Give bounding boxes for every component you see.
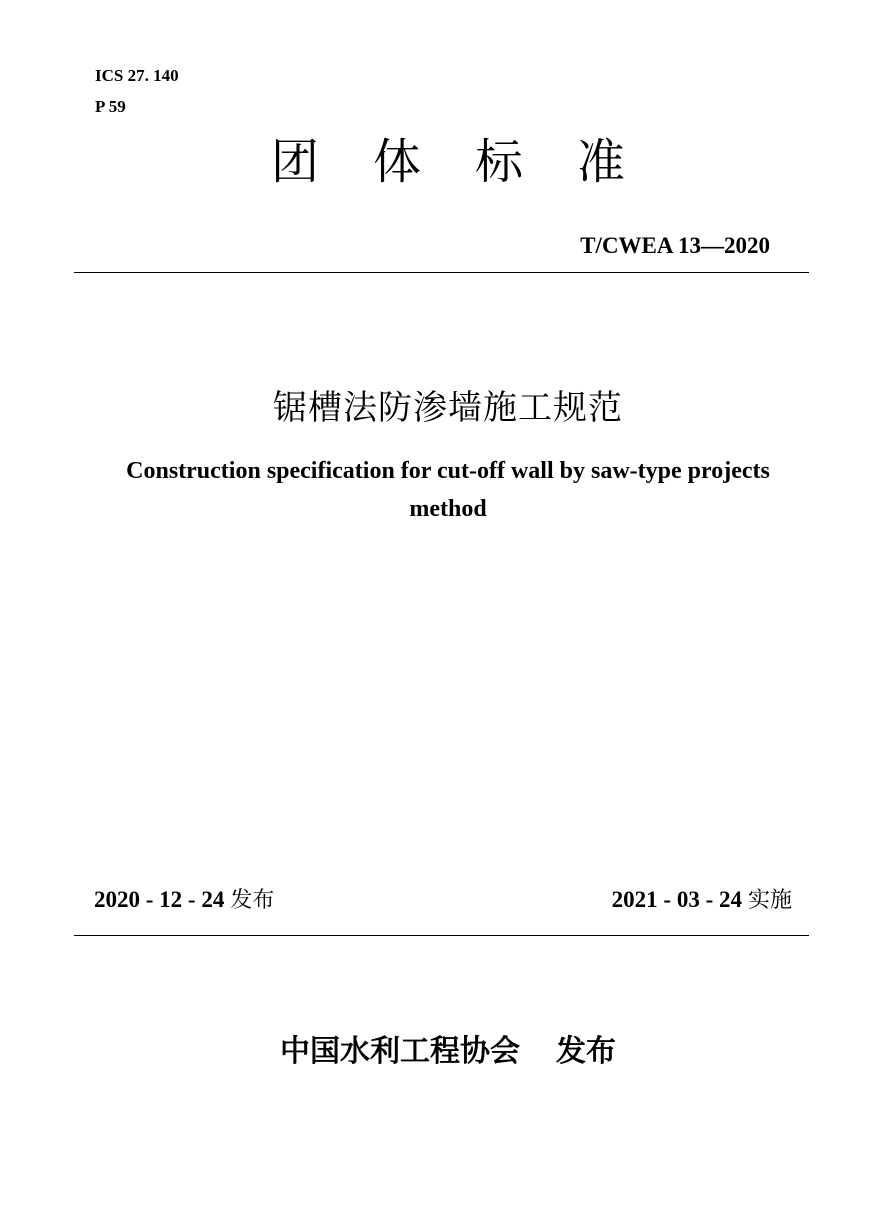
bottom-divider [74,935,809,936]
top-divider [74,272,809,273]
ccs-code: P 59 [95,97,126,116]
publisher-name: 中国水利工程协会 [280,1035,520,1068]
implement-label: 实施 [747,888,792,913]
implement-date-line [612,884,792,917]
standard-number: T/CWEA 13—2020 [580,233,770,258]
implement-date: 2021 - 03 - 24 [611,887,742,912]
publisher-label: 发布 [556,1035,616,1068]
issue-label: 发布 [230,888,275,913]
ics-code: ICS 27. 140 [95,66,179,85]
issue-date: 2020 - 12 - 24 [94,887,225,912]
standard-type-heading: 团体标准 [270,134,679,190]
publisher-line [0,1032,896,1072]
issue-date-line [94,884,274,917]
title-english: Construction specification for cut-off wall by saw-type projects method [126,458,770,522]
title-chinese: 锯槽法防渗墙施工规范 [273,388,623,428]
